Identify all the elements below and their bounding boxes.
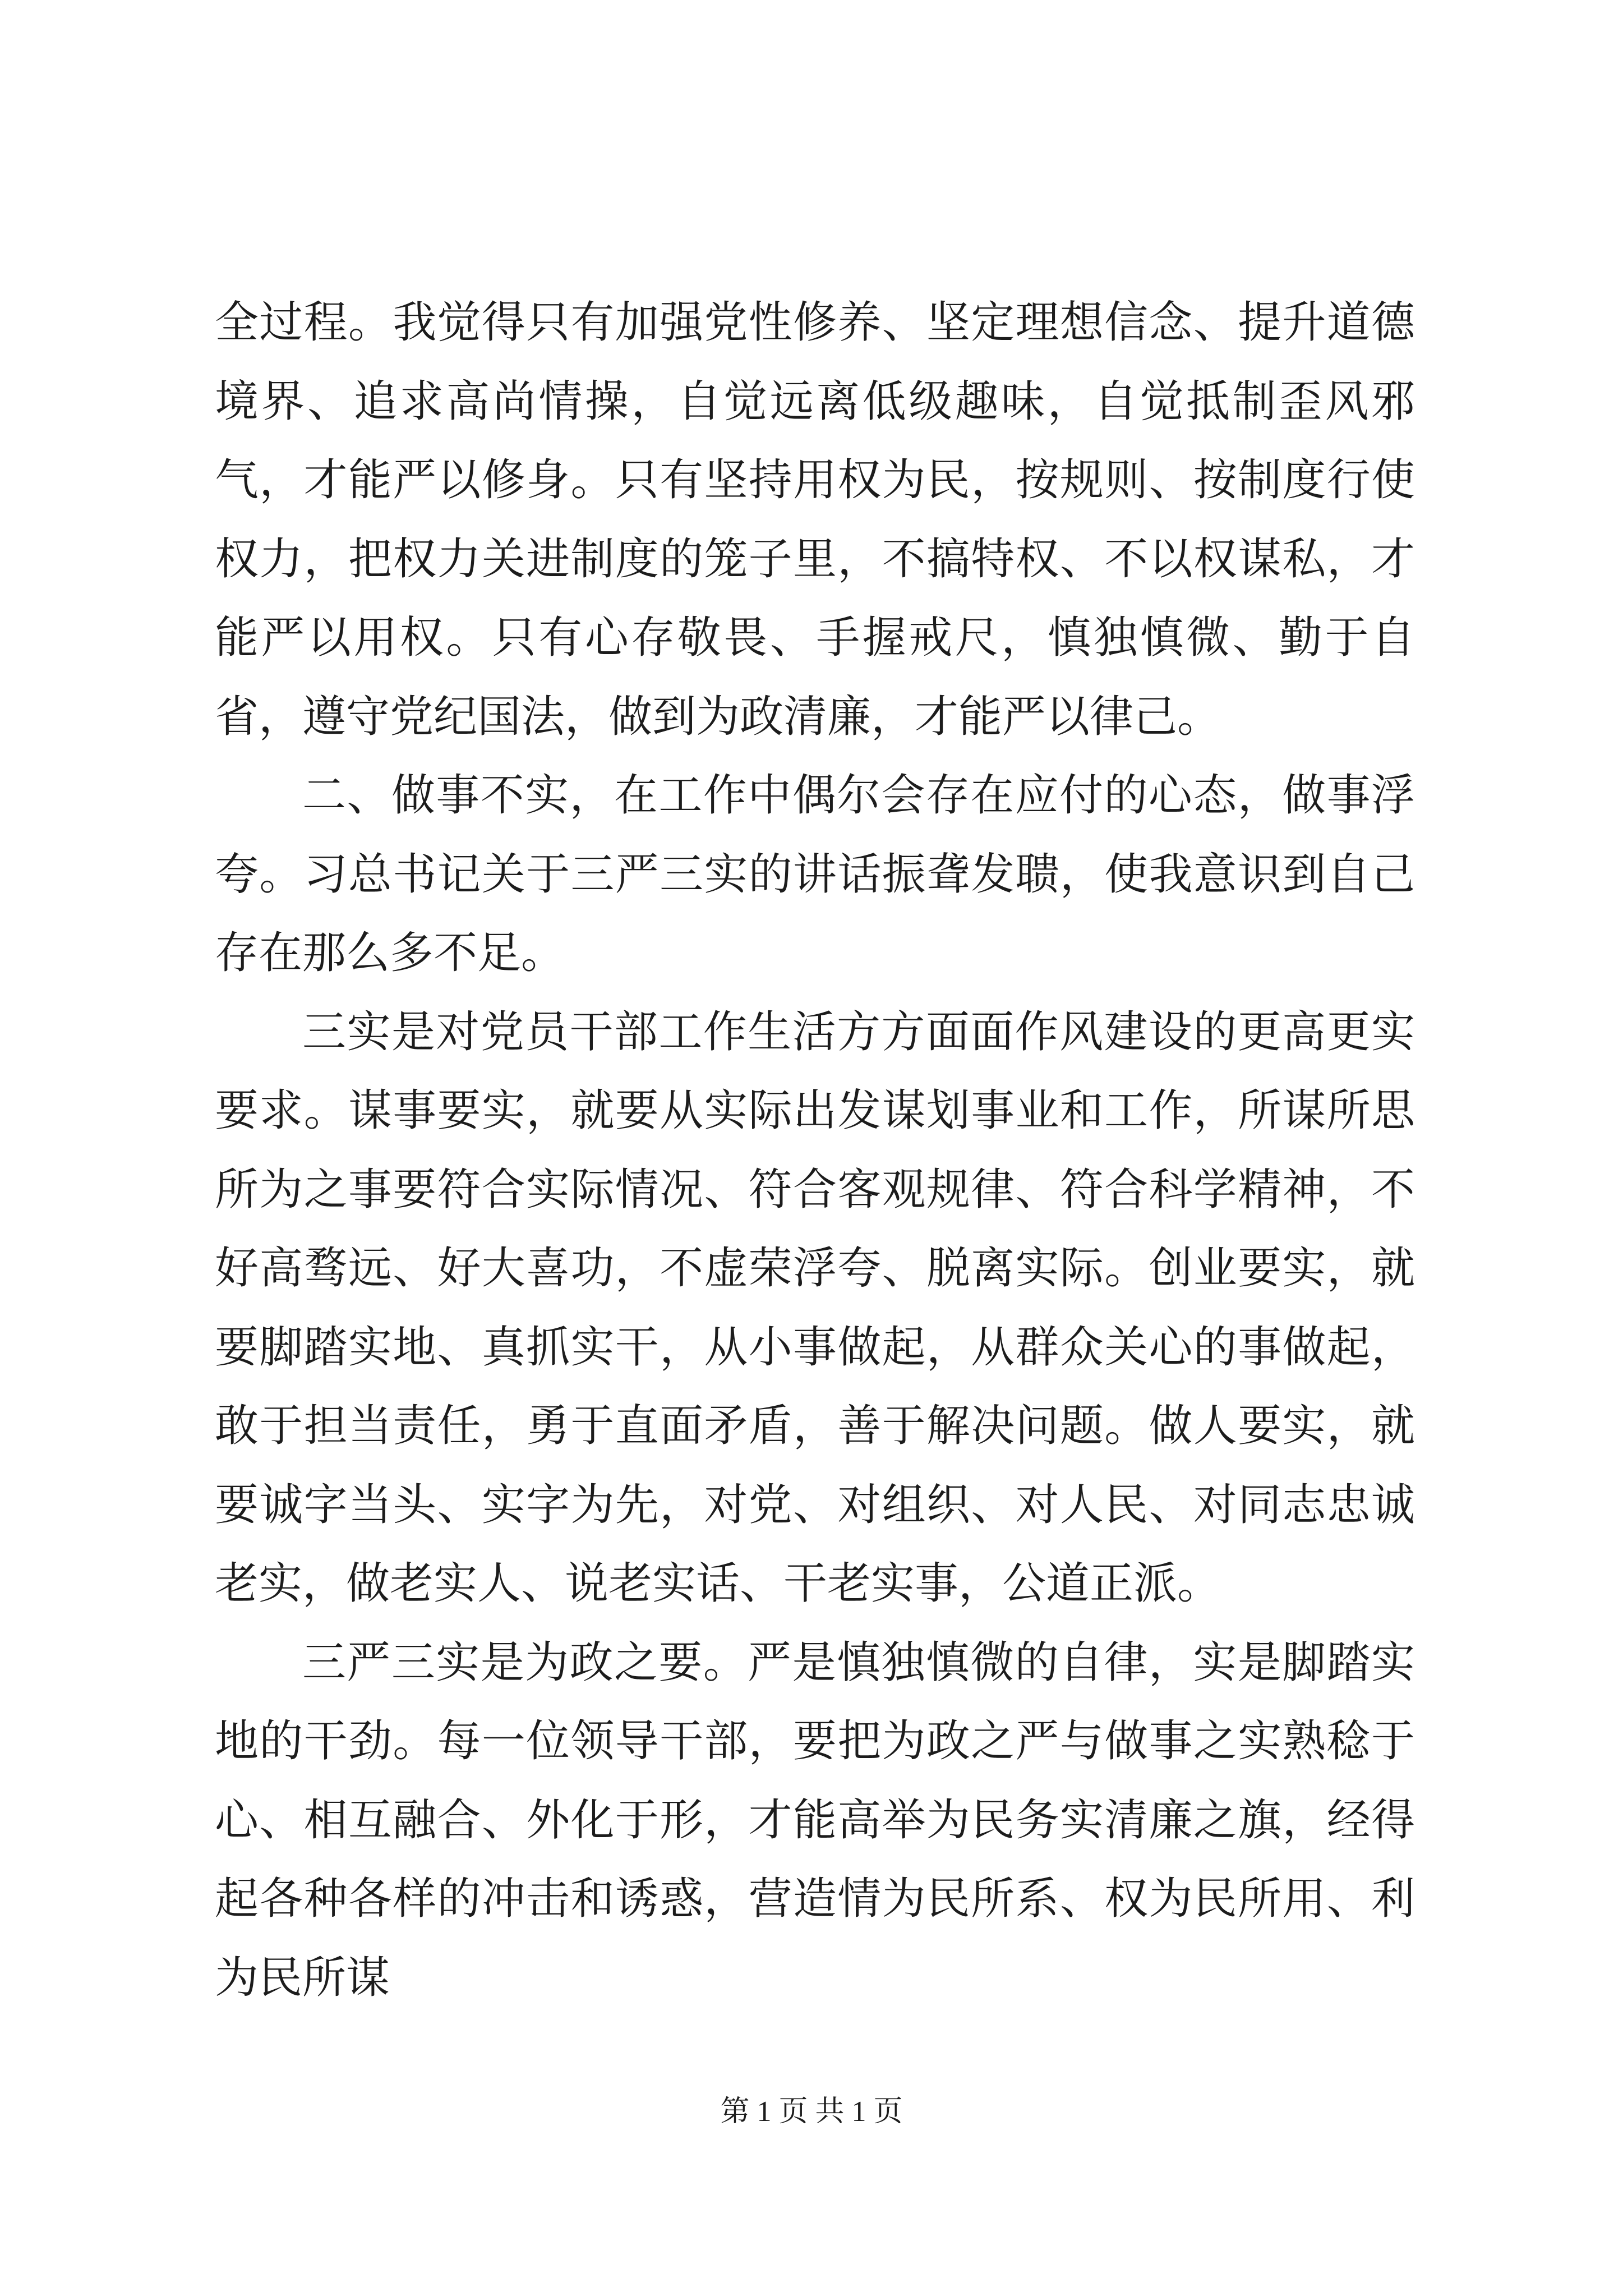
paragraph-item-two: 二、做事不实，在工作中偶尔会存在应付的心态，做事浮夸。习总书记关于三严三实的讲话振聋发聩，使我意识到自己存在那么多不足。	[215, 770, 1415, 978]
paragraph-three-yan-three-shi: 三严三实是为政之要。严是慎独慎微的自律，实是脚踏实地的干劲。每一位领导干部，要把为政之严与做事之实熟稔于心、相互融合、外化于形，才能高举为民务实清廉之旗，经得起各种各样的冲击和诱惑，营造情为民所系、权为民所用、利为民所谋	[215, 1637, 1415, 2003]
page-number-footer: 第 1 页 共 1 页	[720, 2096, 903, 2128]
paragraph-three-shi: 三实是对党员干部工作生活方方面面作风建设的更高更实要求。谋事要实，就要从实际出发谋划事业和工作，所谋所思所为之事要符合实际情况、符合客观规律、符合科学精神，不好高骛远、好大喜功，不虚荣浮夸、脱离实际。创业要实，就要脚踏实地、真抓实干，从小事做起，从群众关心的事做起，敢于担当责任，勇于直面矛盾，善于解决问题。做人要实，就要诚字当头、实字为先，对党、对组织、对人民、对同志忠诚老实，做老实人、说老实话、干老实事，公道正派。	[215, 1006, 1415, 1609]
document-body	[215, 283, 1415, 2017]
paragraph-continuation: 全过程。我觉得只有加强党性修养、坚定理想信念、提升道德境界、追求高尚情操，自觉远离低级趣味，自觉抵制歪风邪气，才能严以修身。只有坚持用权为民，按规则、按制度行使权力，把权力关进制度的笼子里，不搞特权、不以权谋私，才能严以用权。只有心存敬畏、手握戒尺，慎独慎微、勤于自省，遵守党纪国法，做到为政清廉，才能严以律己。	[215, 297, 1415, 742]
